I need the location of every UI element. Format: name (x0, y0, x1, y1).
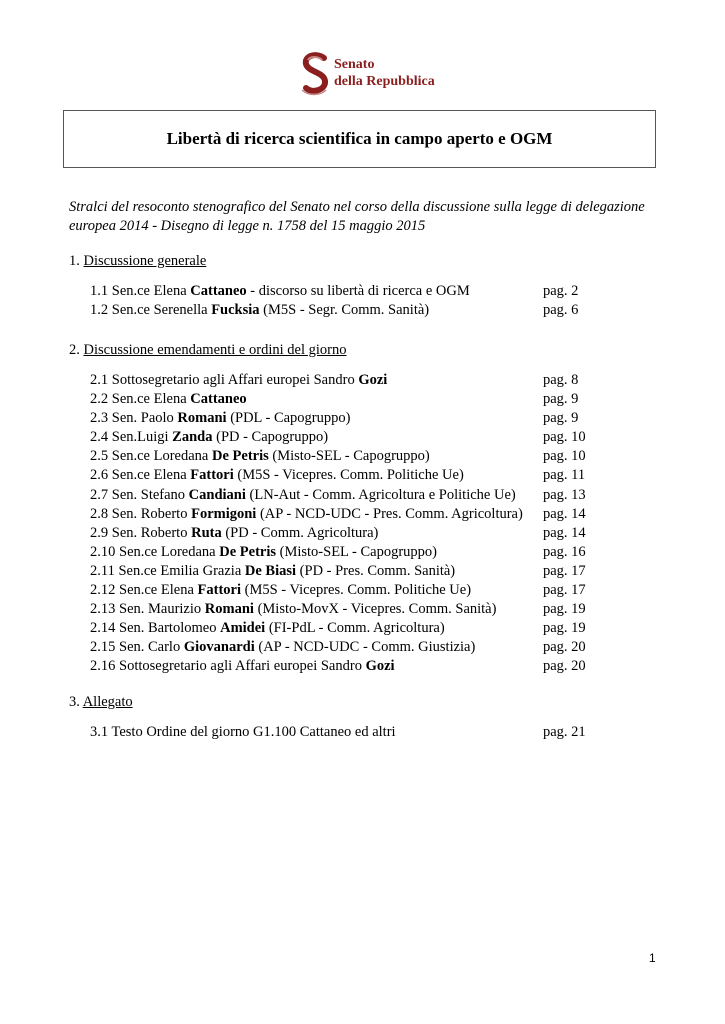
entry-text: 3.1 Testo Ordine del giorno G1.100 Cattaneo ed altri (90, 724, 396, 740)
section-number: 2. (69, 342, 80, 358)
entry-text: 2.14 Sen. Bartolomeo (90, 620, 221, 637)
speaker-name: Cattaneo (190, 391, 247, 408)
page-ref: pag. 19 (543, 601, 586, 618)
entry-detail: (PDL - Capogruppo) (226, 410, 351, 427)
entry-text: 2.12 Sen.ce Elena (90, 582, 198, 599)
entry-text: 1.2 Sen.ce Serenella (90, 302, 212, 319)
speaker-name: De Petris (219, 543, 277, 560)
entry-detail: - discorso su libertà di ricerca e OGM (246, 283, 470, 299)
entry-detail: (Misto-SEL - Capogruppo) (268, 448, 430, 465)
intro-text: Stralci del resoconto stenografico del Senato nel corso della discussione sulla legge di delegazione europea 2014 - Disegno di legge n. 1758 del 15 maggio 2015 (69, 199, 645, 234)
speaker-name: De Biasi (244, 562, 297, 579)
speaker-name: Amidei (220, 620, 266, 637)
page-ref: pag. 10 (543, 429, 586, 446)
speaker-name: Giovanardi (183, 639, 255, 656)
entry-text: 2.5 Sen.ce Loredana (90, 448, 212, 465)
toc-entry[interactable] (90, 562, 610, 581)
speaker-name: Formigoni (191, 505, 257, 522)
section-number: 3. (69, 694, 80, 710)
entry-text: 2.4 Sen.Luigi (90, 429, 173, 446)
toc-entry[interactable] (90, 409, 610, 428)
page-ref: pag. 17 (543, 582, 586, 599)
entry-text: 2.15 Sen. Carlo (90, 639, 184, 656)
page-ref: pag. 8 (543, 372, 579, 388)
toc-entry[interactable] (90, 600, 610, 619)
toc-entry[interactable] (90, 524, 610, 543)
entry-detail: (M5S - Vicepres. Comm. Politiche Ue) (233, 467, 464, 484)
entry-detail: (AP - NCD-UDC - Comm. Giustizia) (254, 639, 476, 656)
page-ref: pag. 6 (543, 302, 579, 319)
section-1-heading (69, 252, 206, 270)
page-ref: pag. 10 (543, 448, 586, 465)
speaker-name: Ruta (191, 524, 222, 541)
entry-detail: (PD - Pres. Comm. Sanità) (296, 562, 456, 579)
entry-text: 2.1 Sottosegretario agli Affari europei Sandro (90, 372, 359, 388)
entry-detail: (M5S - Vicepres. Comm. Politiche Ue) (241, 582, 472, 599)
page-ref: pag. 14 (543, 524, 586, 541)
page-ref: pag. 20 (543, 639, 586, 656)
entry-detail: (PD - Comm. Agricoltura) (221, 524, 379, 541)
toc-entry[interactable] (90, 282, 610, 301)
section-number: 1. (69, 253, 80, 269)
speaker-name: Cattaneo (190, 283, 247, 299)
entry-detail: (AP - NCD-UDC - Pres. Comm. Agricoltura) (256, 505, 523, 522)
entry-text: 2.13 Sen. Maurizio (90, 601, 205, 618)
entry-text: 2.8 Sen. Roberto (90, 505, 192, 522)
speaker-name: De Petris (212, 448, 269, 465)
page-ref: pag. 14 (543, 505, 586, 522)
logo-line-2: della Repubblica (334, 74, 435, 89)
entry-text: 2.10 Sen.ce Loredana (90, 543, 220, 560)
toc-entry[interactable] (90, 543, 610, 562)
page-ref: pag. 20 (543, 658, 586, 675)
senato-monogram-icon (298, 50, 334, 98)
section-2-list (90, 371, 610, 677)
entry-text: 2.3 Sen. Paolo (90, 410, 178, 427)
section-3-list (90, 723, 610, 742)
entry-detail: (Misto-MovX - Vicepres. Comm. Sanità) (253, 601, 497, 618)
page-ref: pag. 17 (543, 562, 586, 579)
entry-text: 1.1 Sen.ce Elena (90, 283, 191, 299)
entry-text: 2.6 Sen.ce Elena (90, 467, 191, 484)
page-ref: pag. 9 (543, 410, 579, 427)
entry-text: 2.7 Sen. Stefano (90, 486, 189, 503)
page-ref: pag. 21 (543, 724, 586, 740)
page-ref: pag. 19 (543, 620, 586, 637)
title-box (63, 110, 656, 168)
entry-text: 2.9 Sen. Roberto (90, 524, 192, 541)
page-ref: pag. 9 (543, 391, 579, 408)
logo-line-1: Senato (334, 57, 375, 72)
toc-entry[interactable] (90, 505, 610, 524)
toc-entry[interactable] (90, 428, 610, 447)
speaker-name: Gozi (358, 372, 388, 388)
speaker-name: Candiani (188, 486, 246, 503)
section-title: Allegato (82, 694, 133, 710)
speaker-name: Fucksia (211, 302, 260, 319)
page-ref: pag. 16 (543, 543, 586, 560)
entry-detail: (PD - Capogruppo) (212, 429, 329, 446)
page-ref: pag. 11 (543, 467, 586, 484)
section-3-heading (69, 693, 133, 711)
page-ref: pag. 2 (543, 283, 579, 299)
speaker-name: Fattori (197, 582, 241, 599)
entry-detail: (LN-Aut - Comm. Agricoltura e Politiche Ue) (245, 486, 516, 503)
page-number: 1 (649, 951, 656, 965)
entry-text: 2.16 Sottosegretario agli Affari europei Sandro (90, 658, 366, 675)
section-2-heading (69, 341, 346, 359)
toc-entry[interactable] (90, 581, 610, 600)
toc-entry[interactable] (90, 619, 610, 638)
toc-entry[interactable] (90, 486, 610, 505)
section-1-list (90, 282, 610, 320)
senato-logo (298, 50, 438, 98)
toc-entry[interactable] (90, 301, 610, 320)
section-title: Discussione generale (83, 253, 207, 269)
speaker-name: Romani (204, 601, 254, 618)
entry-detail: (Misto-SEL - Capogruppo) (276, 543, 437, 560)
document-title: Libertà di ricerca scientifica in campo aperto e OGM (166, 129, 553, 148)
entry-text: 2.11 Sen.ce Emilia Grazia (90, 562, 245, 579)
entry-detail: (M5S - Segr. Comm. Sanità) (259, 302, 430, 319)
toc-entry[interactable] (90, 466, 610, 485)
toc-entry[interactable] (90, 447, 610, 466)
speaker-name: Gozi (365, 658, 395, 675)
entry-text: 2.2 Sen.ce Elena (90, 391, 191, 408)
toc-entry[interactable] (90, 723, 610, 742)
senato-wordmark (334, 56, 435, 90)
entry-detail: (FI-PdL - Comm. Agricoltura) (265, 620, 445, 637)
speaker-name: Zanda (172, 429, 213, 446)
speaker-name: Fattori (190, 467, 234, 484)
toc-entry[interactable] (90, 371, 610, 390)
toc-entry[interactable] (90, 657, 610, 676)
speaker-name: Romani (177, 410, 227, 427)
section-title: Discussione emendamenti e ordini del giorno (83, 342, 347, 358)
page-ref: pag. 13 (543, 486, 586, 503)
toc-entry[interactable] (90, 390, 610, 409)
toc-entry[interactable] (90, 638, 610, 657)
